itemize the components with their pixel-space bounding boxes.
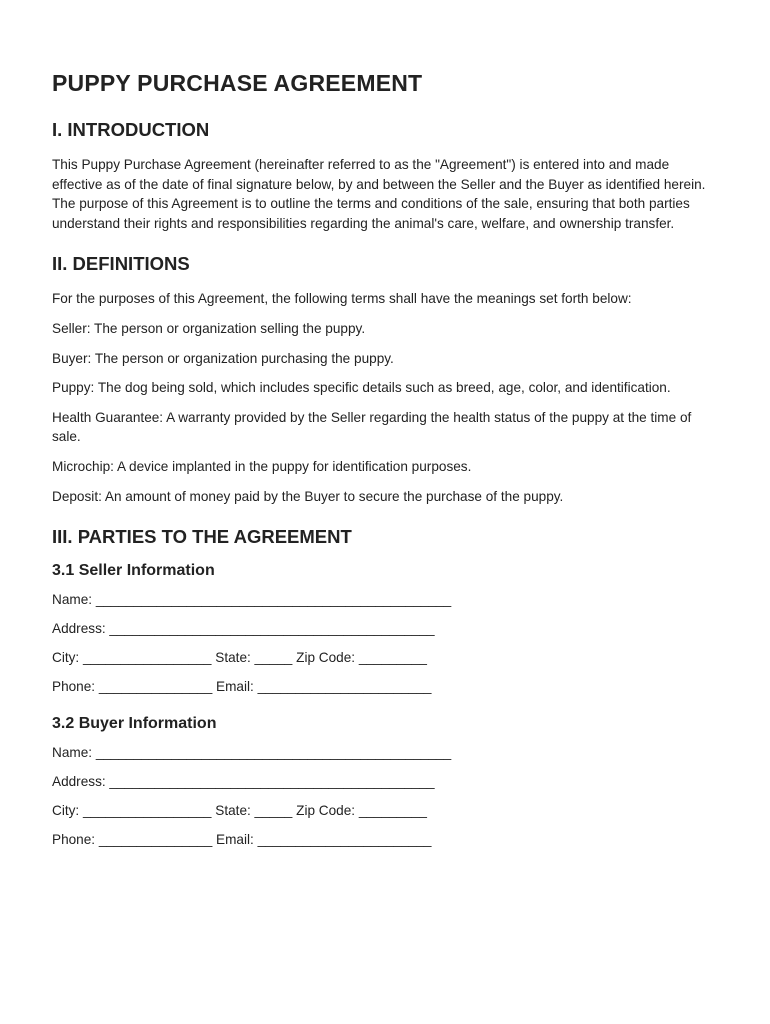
parties-heading: III. PARTIES TO THE AGREEMENT: [52, 526, 352, 548]
buyer-information-heading: 3.2 Buyer Information: [52, 715, 217, 732]
seller-city-state-zip-field[interactable]: City: _________________ State: _____ Zip Code: _________: [52, 650, 427, 666]
introduction-heading: I. INTRODUCTION: [52, 119, 210, 140]
introduction-section: [52, 119, 718, 233]
buyer-address-field[interactable]: Address: ___________________________________________: [52, 774, 435, 790]
definitions-intro: For the purposes of this Agreement, the following terms shall have the meanings set forth below:: [52, 291, 632, 307]
buyer-phone-email-field[interactable]: Phone: _______________ Email: _______________________: [52, 832, 432, 848]
definition-deposit: Deposit: An amount of money paid by the Buyer to secure the purchase of the puppy.: [52, 488, 564, 504]
buyer-name-field[interactable]: Name: _______________________________________________: [52, 745, 452, 760]
parties-section: [52, 526, 718, 850]
seller-information: [52, 562, 718, 697]
introduction-paragraph: This Puppy Purchase Agreement (hereinafter referred to as the "Agreement") is entered into and made effective as of the date of final signature below, by and between the Seller and the Buyer as identified herein. The purpose of this Agreement is to outline the terms and conditions of the sale, ensuring that both parties understand their rights and responsibilities regarding the animal's care, welfare, and ownership transfer.: [52, 157, 706, 231]
seller-information-heading: 3.1 Seller Information: [52, 562, 215, 580]
definitions-heading: II. DEFINITIONS: [52, 253, 190, 275]
seller-address-field[interactable]: Address: ___________________________________________: [52, 621, 435, 637]
buyer-information: [52, 715, 718, 850]
definitions-section: [52, 253, 718, 506]
buyer-city-state-zip-field[interactable]: City: _________________ State: _____ Zip Code: _________: [52, 803, 427, 819]
seller-phone-email-field[interactable]: Phone: _______________ Email: _______________________: [52, 679, 432, 695]
document-title: PUPPY PURCHASE AGREEMENT: [52, 70, 423, 96]
definition-microchip: Microchip: A device implanted in the puppy for identification purposes.: [52, 458, 472, 474]
definition-buyer: Buyer: The person or organization purchasing the puppy.: [52, 350, 394, 366]
seller-name-field[interactable]: Name: _______________________________________________: [52, 592, 452, 608]
definition-puppy: Puppy: The dog being sold, which includes specific details such as breed, age, color, and identification.: [52, 380, 671, 396]
definition-health-guarantee: Health Guarantee: A warranty provided by the Seller regarding the health status of the puppy at the time of sale.: [52, 409, 692, 445]
definition-seller: Seller: The person or organization selling the puppy.: [52, 320, 366, 336]
